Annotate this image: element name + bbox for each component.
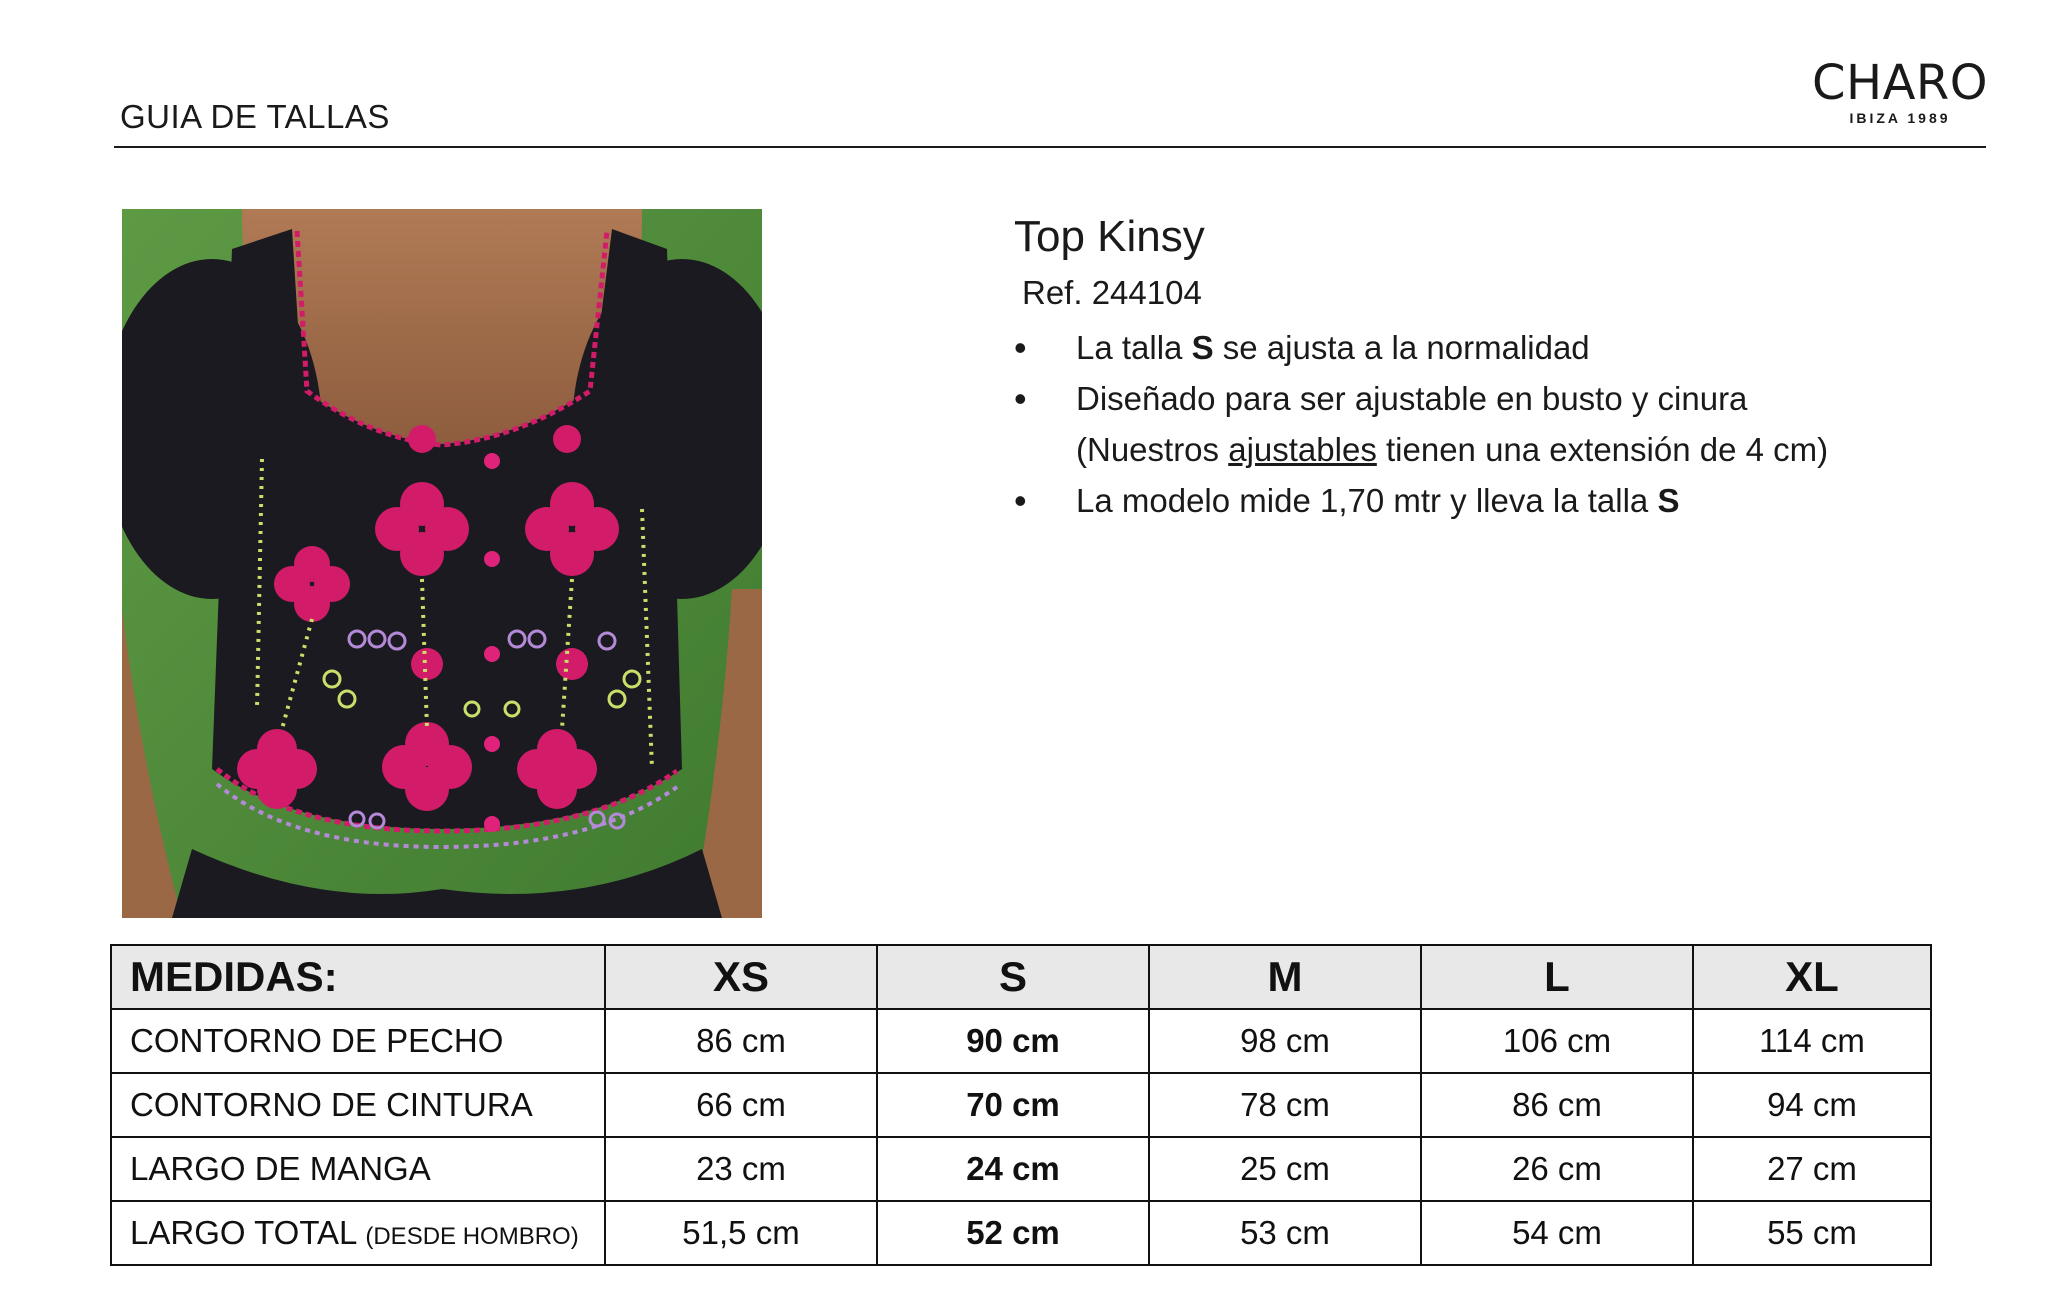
note-adjustable-line1: • Diseñado para ser ajustable en busto y cinura <box>1076 380 1748 417</box>
cell-value: 78 cm <box>1149 1073 1421 1137</box>
header-size-l: L <box>1421 945 1693 1009</box>
cell-value: 86 cm <box>605 1009 877 1073</box>
cell-value: 66 cm <box>605 1073 877 1137</box>
cell-value-highlight: 90 cm <box>877 1009 1149 1073</box>
cell-value: 55 cm <box>1693 1201 1931 1265</box>
note-adjustable <box>1014 373 1974 475</box>
header-size-m: M <box>1149 945 1421 1009</box>
product-photo <box>122 209 762 918</box>
header-size-s: S <box>877 945 1149 1009</box>
size-table <box>110 944 1932 1266</box>
product-notes <box>1014 322 1974 526</box>
row-label-text: LARGO TOTAL <box>130 1214 357 1251</box>
cell-value: 25 cm <box>1149 1137 1421 1201</box>
cell-value: 23 cm <box>605 1137 877 1201</box>
note-model-size: S <box>1657 482 1680 519</box>
brand-name: CHARO <box>1811 55 1989 111</box>
row-label-note: (DESDE HOMBRO) <box>365 1223 579 1250</box>
row-label-text: LARGO DE MANGA <box>130 1150 431 1187</box>
row-label-text: CONTORNO DE PECHO <box>130 1022 504 1059</box>
row-label <box>111 1009 605 1073</box>
header-medidas: MEDIDAS: <box>111 945 605 1009</box>
cell-value: 51,5 cm <box>605 1201 877 1265</box>
note-adjustable-pre: (Nuestros <box>1076 431 1229 468</box>
ajustables-link[interactable]: ajustables <box>1228 431 1377 468</box>
cell-value: 26 cm <box>1421 1137 1693 1201</box>
brand-logo <box>1810 56 1990 126</box>
header-size-xl: XL <box>1693 945 1931 1009</box>
note-fit-size: S <box>1191 329 1214 366</box>
note-fit <box>1014 322 1974 373</box>
note-adjustable-post: tienen una extensión de 4 cm) <box>1376 431 1829 468</box>
note-model-text: La modelo mide 1,70 mtr y lleva la talla <box>1076 482 1658 519</box>
row-label-text: CONTORNO DE CINTURA <box>130 1086 533 1123</box>
cell-value: 94 cm <box>1693 1073 1931 1137</box>
cell-value: 114 cm <box>1693 1009 1931 1073</box>
cell-value: 106 cm <box>1421 1009 1693 1073</box>
product-ref: Ref. 244104 <box>1022 274 1202 311</box>
product-info <box>1014 208 1974 526</box>
cell-value: 53 cm <box>1149 1201 1421 1265</box>
note-adjustable-line2 <box>1076 424 1974 475</box>
page-title: GUIA DE TALLAS <box>120 98 390 135</box>
cell-value-highlight: 70 cm <box>877 1073 1149 1137</box>
cell-value-highlight: 24 cm <box>877 1137 1149 1201</box>
cell-value: 98 cm <box>1149 1009 1421 1073</box>
header-size-xs: XS <box>605 945 877 1009</box>
note-model <box>1014 475 1974 526</box>
table-row <box>111 1201 1931 1265</box>
note-fit-text-end: se ajusta a la normalidad <box>1213 329 1590 366</box>
brand-tagline: IBIZA 1989 <box>1849 110 1951 126</box>
row-label <box>111 1073 605 1137</box>
table-row <box>111 1137 1931 1201</box>
cell-value-highlight: 52 cm <box>877 1201 1149 1265</box>
cell-value: 27 cm <box>1693 1137 1931 1201</box>
product-name: Top Kinsy <box>1014 212 1205 261</box>
header-divider <box>114 146 1986 148</box>
cell-value: 86 cm <box>1421 1073 1693 1137</box>
table-row <box>111 1073 1931 1137</box>
size-header-row <box>111 945 1931 1009</box>
cell-value: 54 cm <box>1421 1201 1693 1265</box>
row-label <box>111 1137 605 1201</box>
note-fit-text: La talla <box>1076 329 1192 366</box>
table-row <box>111 1009 1931 1073</box>
row-label <box>111 1201 605 1265</box>
